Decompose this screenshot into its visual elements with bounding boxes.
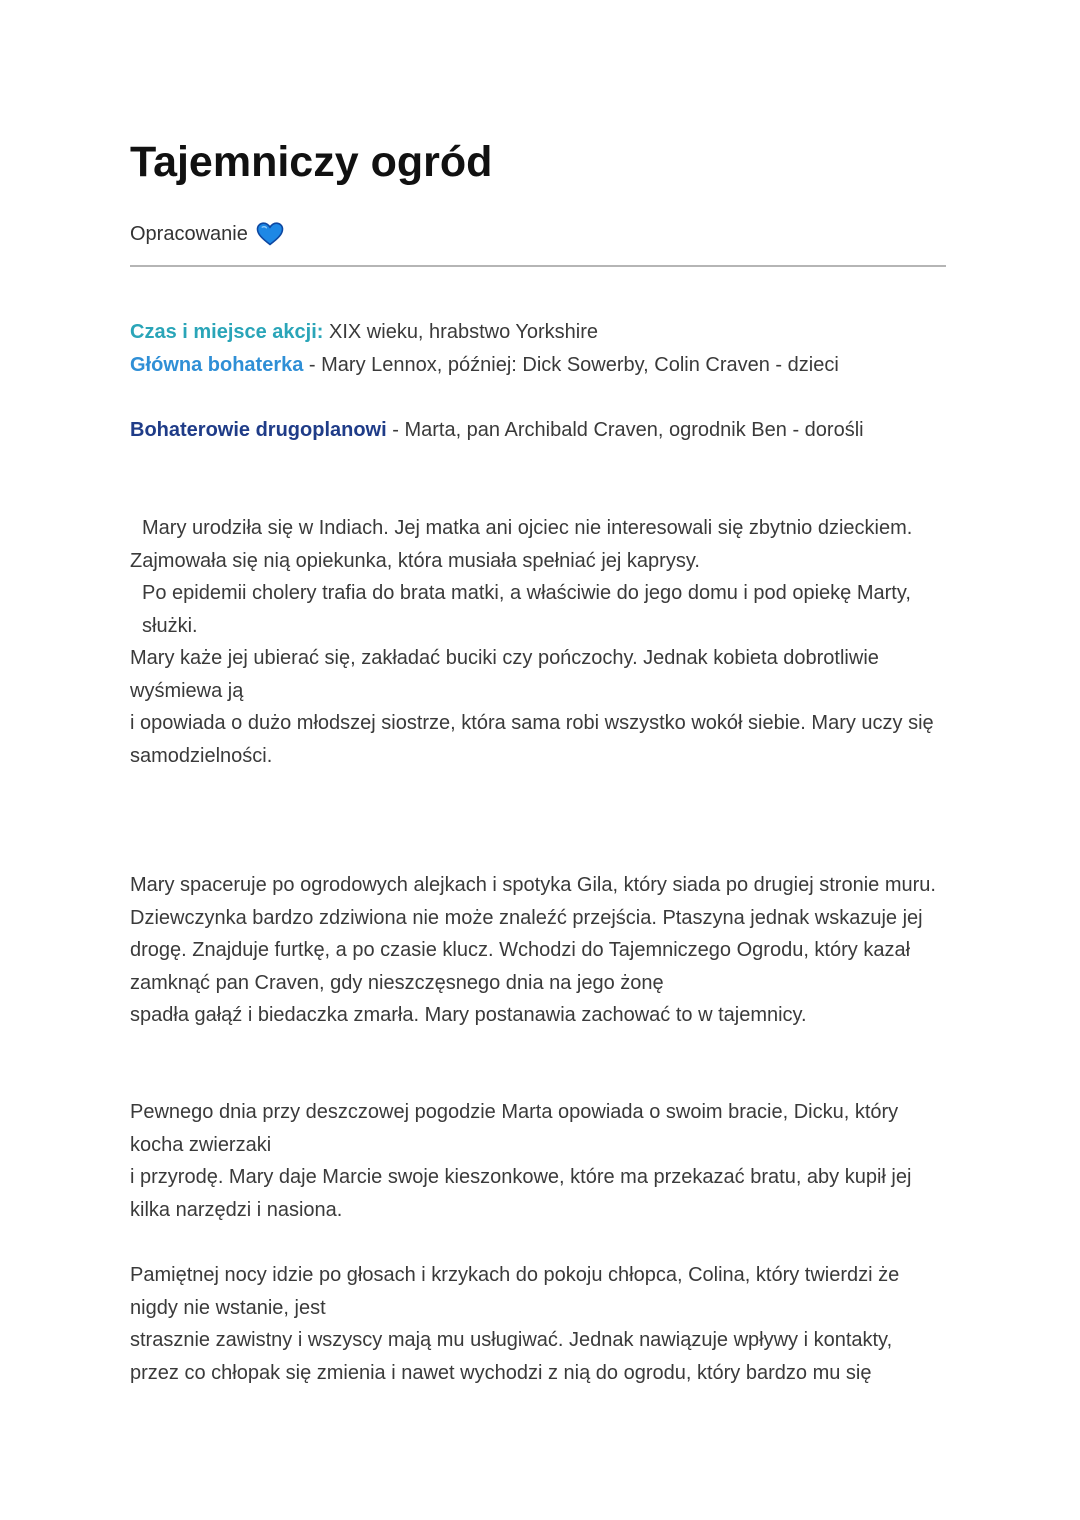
time-place-value: XIX wieku, hrabstwo Yorkshire	[323, 321, 599, 343]
document-title: Tajemniczy ogród	[130, 138, 493, 186]
document-subtitle: Opracowanie	[130, 223, 248, 245]
paragraph-block-4	[130, 1259, 946, 1389]
paragraph-block-3	[130, 1096, 946, 1226]
paragraph: Pamiętnej nocy idzie po głosach i krzykach do pokoju chłopca, Colina, który twierdzi że nigdy nie wstanie, jest	[130, 1264, 900, 1319]
document-subtitle-row	[130, 220, 284, 248]
time-place-label: Czas i miejsce akcji:	[130, 321, 324, 343]
paragraph-block-1	[130, 512, 946, 772]
paragraph: i przyrodę. Mary daje Marcie swoje kieszonkowe, które ma przekazać bratu, aby kupił jej kilka narzędzi i nasiona.	[130, 1166, 912, 1221]
paragraph-block-2	[130, 869, 946, 1032]
paragraph: spadła gałąź i biedaczka zmarła. Mary postanawia zachować to w tajemnicy.	[130, 1004, 807, 1026]
paragraph: Mary spaceruje po ogrodowych alejkach i spotyka Gila, który siada po drugiej stronie muru. Dziewczynka bardzo zdziwiona nie może znaleźć przejścia. Ptaszyna jednak wskazuje jej drogę. Znajduje furtkę, a po czasie klucz. Wchodzi do Tajemniczego Ogrodu, który kazał zamknąć pan Craven, gdy nieszczęsnego dnia na jego żonę	[130, 874, 936, 994]
blue-heart-icon	[256, 222, 284, 246]
main-hero-label: Główna bohaterka	[130, 354, 304, 376]
paragraph: Mary urodziła się w Indiach. Jej matka ani ojciec nie interesowali się zbytnio dzieckiem.	[142, 517, 913, 539]
paragraph: Po epidemii cholery trafia do brata matki, a właściwie do jego domu i pod opiekę Marty, służki.	[142, 582, 911, 637]
main-hero-value: - Mary Lennox, później: Dick Sowerby, Colin Craven - dzieci	[303, 354, 839, 376]
paragraph: Pewnego dnia przy deszczowej pogodzie Marta opowiada o swoim bracie, Dicku, który kocha zwierzaki	[130, 1101, 899, 1156]
secondary-heroes-value: - Marta, pan Archibald Craven, ogrodnik Ben - dorośli	[386, 419, 864, 441]
meta-main-hero	[130, 349, 839, 381]
meta-time-place	[130, 316, 598, 348]
paragraph: i opowiada o dużo młodszej siostrze, która sama robi wszystko wokół siebie. Mary uczy się samodzielności.	[130, 712, 934, 767]
meta-secondary-heroes	[130, 414, 864, 446]
paragraph: strasznie zawistny i wszyscy mają mu usługiwać. Jednak nawiązuje wpływy i kontakty, przez co chłopak się zmienia i nawet wychodzi z nią do ogrodu, który bardzo mu się	[130, 1329, 893, 1384]
paragraph: Mary każe jej ubierać się, zakładać buciki czy pończochy. Jednak kobieta dobrotliwie wyśmiewa ją	[130, 647, 879, 702]
header-divider	[130, 265, 946, 267]
paragraph: Zajmowała się nią opiekunka, która musiała spełniać jej kaprysy.	[130, 549, 700, 572]
secondary-heroes-label: Bohaterowie drugoplanowi	[130, 419, 387, 441]
